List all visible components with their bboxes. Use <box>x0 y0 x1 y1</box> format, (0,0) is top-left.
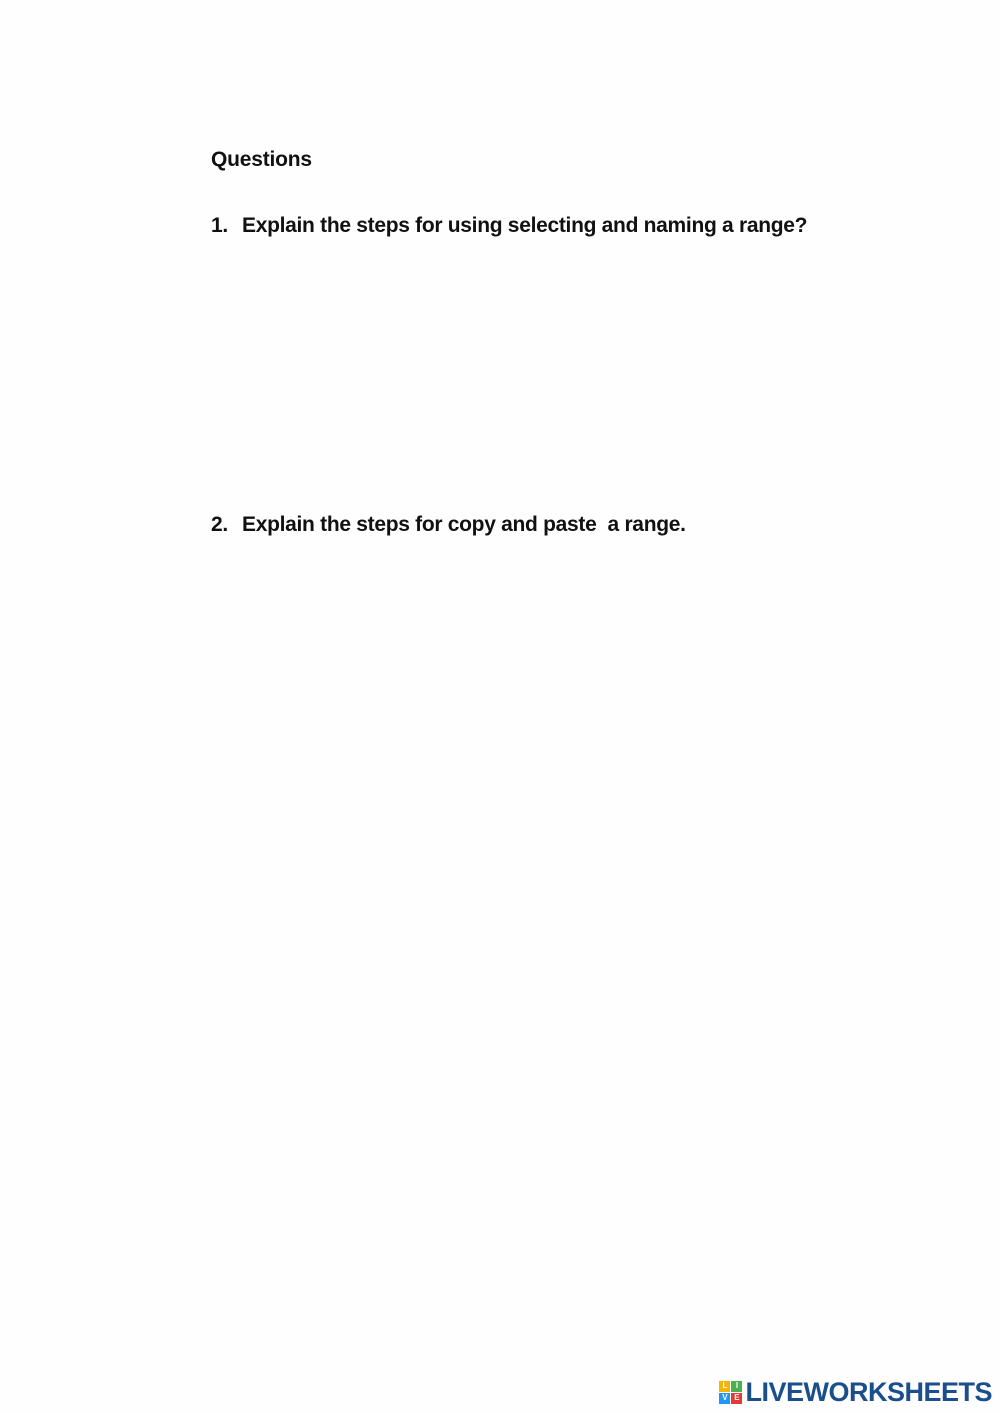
question-2-number: 2. <box>211 513 228 536</box>
question-2 <box>211 513 686 537</box>
logo-square-i: I <box>731 1381 742 1392</box>
logo-square-e: E <box>731 1393 742 1404</box>
logo-square-l: L <box>719 1381 730 1392</box>
logo-square-v: V <box>719 1393 730 1404</box>
page-title: Questions <box>211 148 312 171</box>
question-1-text: Explain the steps for using selecting and naming a range? <box>242 214 808 237</box>
logo-text: LIVEWORKSHEETS <box>745 1376 992 1407</box>
question-2-text: Explain the steps for copy and paste a range. <box>242 513 686 536</box>
logo-mark-icon <box>719 1381 742 1404</box>
question-1-number: 1. <box>211 214 228 237</box>
liveworksheets-logo[interactable] <box>719 1377 992 1407</box>
question-1 <box>211 214 807 238</box>
